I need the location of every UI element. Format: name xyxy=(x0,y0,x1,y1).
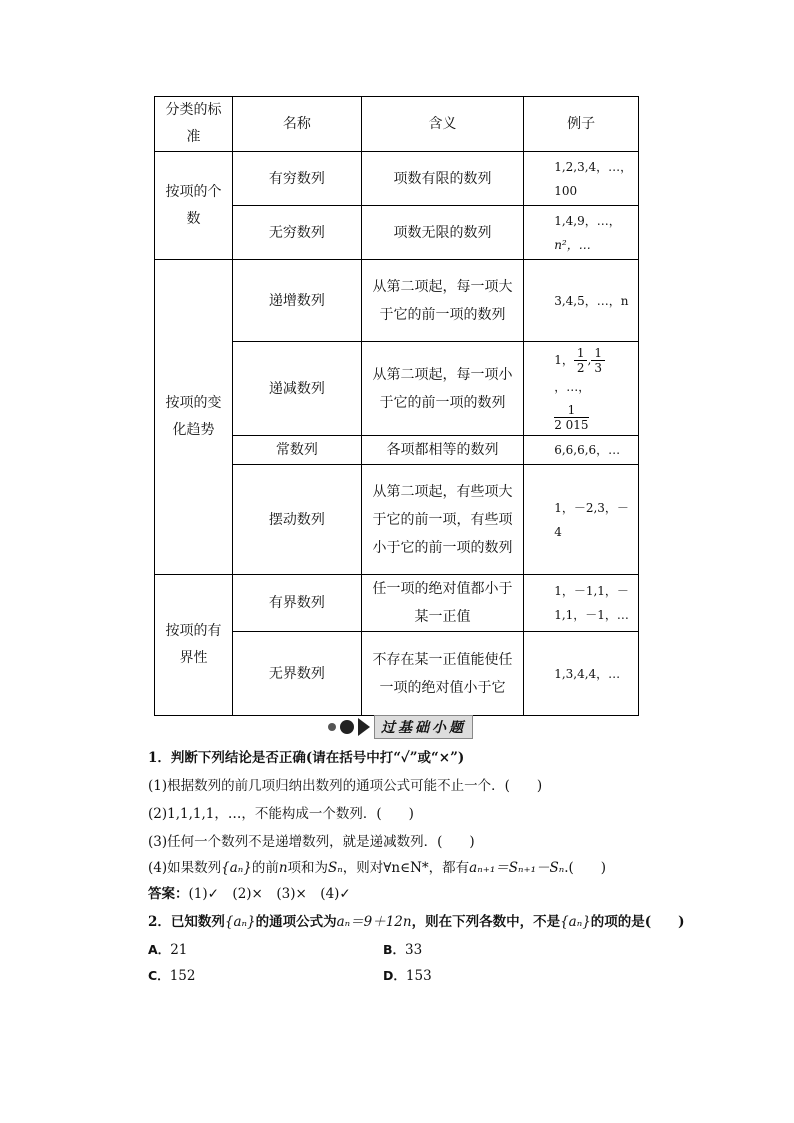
option-value: 21 xyxy=(170,942,188,958)
header-name: 名称 xyxy=(232,97,361,152)
section-banner xyxy=(328,716,473,738)
fraction xyxy=(591,346,605,375)
sequence-classification-table xyxy=(154,96,639,716)
fraction-numerator: 1 xyxy=(574,346,588,361)
row-name: 摆动数列 xyxy=(232,465,361,575)
table-row xyxy=(155,260,639,342)
fraction-denominator: 2 xyxy=(576,360,585,375)
option-label: D． xyxy=(383,968,406,983)
option-value: 33 xyxy=(405,942,423,958)
row-name: 有界数列 xyxy=(232,575,361,632)
row-example xyxy=(524,575,639,632)
row-meaning: 从第二项起，每一项大于它的前一项的数列 xyxy=(361,260,523,342)
answer-label: 答案： xyxy=(148,886,189,902)
question-text: 1．判断下列结论是否正确(请在括号中打“✓”或“×”) xyxy=(148,750,465,766)
example-line: 1，－1,1，－ xyxy=(554,584,629,598)
example-line: 1,4,9，…， xyxy=(554,213,621,228)
banner-title: 过基础小题 xyxy=(374,715,473,739)
row-name: 无穷数列 xyxy=(232,206,361,260)
row-name: 无界数列 xyxy=(232,632,361,716)
example-line: 1， $\frac{1}{2}$ , $\frac{1}{3}$ ，…， xyxy=(554,346,634,399)
option-label: C． xyxy=(148,968,170,983)
example-line: n²，… xyxy=(554,237,591,252)
question-text: .( ) xyxy=(564,860,607,876)
math-var: Sₙ xyxy=(328,860,343,876)
question-text: 2．已知数列 xyxy=(148,914,225,930)
question-text: ，则在下列各数中，不是 xyxy=(411,914,561,930)
row-meaning: 不存在某一正值能使任一项的绝对值小于它 xyxy=(361,632,523,716)
question-2-stem xyxy=(148,912,685,932)
row-example xyxy=(524,152,639,206)
row-example: 6,6,6,6，… xyxy=(524,436,639,465)
question-text: (4)如果数列 xyxy=(148,860,222,876)
question-1-item xyxy=(148,858,606,878)
fraction-denominator: 3 xyxy=(594,360,602,375)
example-text: 1， xyxy=(554,352,574,367)
option-label: B． xyxy=(383,942,406,957)
row-example xyxy=(524,465,639,575)
row-meaning: 从第二项起，有些项大于它的前一项，有些项小于它的前一项的数列 xyxy=(361,465,523,575)
table-row xyxy=(155,575,639,632)
row-example: 3,4,5，…，n xyxy=(524,260,639,342)
category-trend: 按项的变化趋势 xyxy=(155,260,233,575)
option-a[interactable] xyxy=(148,940,187,960)
question-text: ，则对∀n∈N*，都有 xyxy=(342,860,470,876)
option-d[interactable] xyxy=(383,966,432,986)
question-text: 的通项公式为 xyxy=(255,914,337,930)
row-example xyxy=(524,342,639,436)
category-count: 按项的个数 xyxy=(155,152,233,260)
row-meaning: 各项都相等的数列 xyxy=(361,436,523,465)
arrow-right-icon xyxy=(358,718,370,736)
math-var: n xyxy=(278,860,288,876)
answer-line xyxy=(148,884,351,904)
option-value: 153 xyxy=(405,968,432,984)
example-line: 100 xyxy=(554,183,578,198)
math-seq: {aₙ} xyxy=(560,914,591,930)
bullet-dot-icon xyxy=(328,723,336,731)
row-name: 常数列 xyxy=(232,436,361,465)
example-line: 1,1，－1，… xyxy=(554,608,629,622)
table-header-row xyxy=(155,97,639,152)
question-text: 项和为 xyxy=(287,860,329,876)
math-formula: aₙ＝9＋12n xyxy=(336,914,412,930)
row-meaning: 项数有限的数列 xyxy=(361,152,523,206)
math-formula: aₙ₊₁＝Sₙ₊₁－Sₙ xyxy=(469,860,565,876)
math-seq: {aₙ} xyxy=(221,860,252,876)
table-row xyxy=(155,152,639,206)
example-line: 1，－2,3，－ xyxy=(554,500,629,515)
question-1-item: (1)根据数列的前几项归纳出数列的通项公式可能不止一个．( ) xyxy=(148,778,543,794)
option-label: A． xyxy=(148,942,171,957)
row-meaning: 项数无限的数列 xyxy=(361,206,523,260)
row-meaning: 任一项的绝对值都小于某一正值 xyxy=(361,575,523,632)
category-bounded: 按项的有界性 xyxy=(155,575,233,716)
fraction-denominator: 2 015 xyxy=(554,417,589,432)
row-name: 有穷数列 xyxy=(232,152,361,206)
row-meaning: 从第二项起，每一项小于它的前一项的数列 xyxy=(361,342,523,436)
row-example xyxy=(524,206,639,260)
question-1-stem xyxy=(148,748,464,768)
math-seq: {aₙ} xyxy=(224,914,256,930)
example-line: 4 xyxy=(554,524,562,539)
example-line xyxy=(554,403,634,432)
example-line: 1,2,3,4，…， xyxy=(554,159,633,174)
example-text: ，…， xyxy=(554,379,591,394)
question-text: 的项的是( ) xyxy=(590,914,685,930)
row-name: 递减数列 xyxy=(232,342,361,436)
header-meaning: 含义 xyxy=(361,97,523,152)
header-criterion: 分类的标准 xyxy=(155,97,233,152)
question-text: 的前 xyxy=(251,860,279,876)
bullet-circle-icon xyxy=(340,720,354,734)
row-example: 1,3,4,4，… xyxy=(524,632,639,716)
fraction xyxy=(574,346,588,375)
question-1-item: (2)1,1,1,1，…，不能构成一个数列．( ) xyxy=(148,806,414,822)
row-name: 递增数列 xyxy=(232,260,361,342)
option-b[interactable] xyxy=(383,940,422,960)
answer-text: (1)✓ (2)× (3)× (4)✓ xyxy=(188,886,351,902)
header-example: 例子 xyxy=(524,97,639,152)
fraction-numerator: 1 xyxy=(554,403,588,418)
fraction xyxy=(554,403,588,432)
fraction-numerator: 1 xyxy=(591,346,605,361)
option-value: 152 xyxy=(169,968,196,984)
option-c[interactable] xyxy=(148,966,195,986)
question-1-item: (3)任何一个数列不是递增数列，就是递减数列．( ) xyxy=(148,834,475,850)
